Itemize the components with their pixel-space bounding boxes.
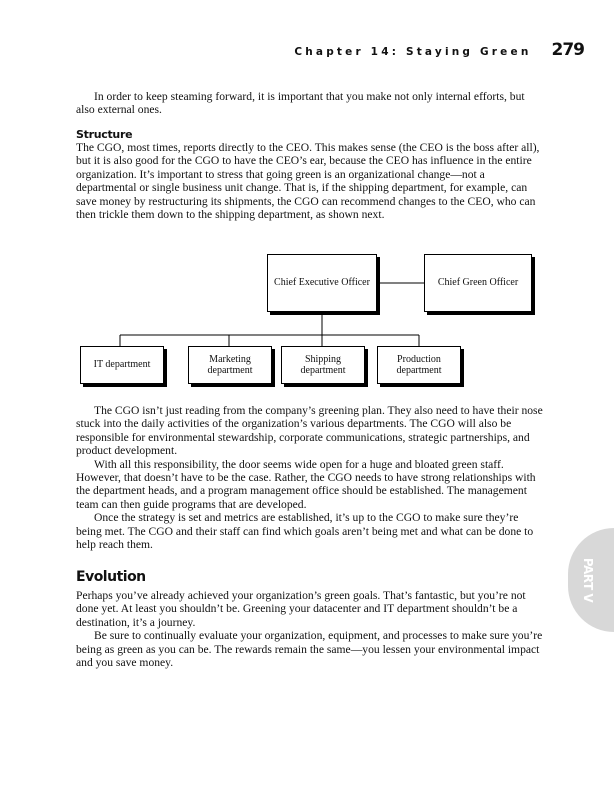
- marketing-department-box: Marketing department: [188, 346, 272, 384]
- intro-paragraph: In order to keep steaming forward, it is important that you make not only internal efforts, but also external ones.: [76, 90, 525, 117]
- part-tab-label: PART V: [581, 557, 595, 603]
- cgo-box: Chief Green Officer: [424, 254, 532, 312]
- org-chart: [0, 250, 614, 390]
- evolution-section: [76, 589, 546, 669]
- evolution-heading: Evolution: [76, 569, 146, 585]
- production-department-box: Production department: [377, 346, 461, 384]
- shipping-department-box: Shipping department: [281, 346, 365, 384]
- chapter-title: Chapter 14: Staying Green: [294, 46, 532, 58]
- ceo-box: Chief Executive Officer: [267, 254, 377, 312]
- evolution-paragraph: Be sure to continually evaluate your organization, equipment, and processes to make sure you’re being as green as you can be. The rewards remain the same—you lessen your environmental impact and you save money.: [76, 629, 543, 670]
- page-number: 279: [551, 40, 584, 60]
- structure-paragraph: The CGO, most times, reports directly to the CEO. This makes sense (the CEO is the boss after all), but it is also good for the CGO to have the CEO’s ear, because the CEO has influence in the entire organization. It’s important to stress that going green is an organizational change—not a departmental or single business unit change. That is, if the shipping department, for example, can save money by restructuring its shipments, the CGO can recommend changes to the CEO, who can then trickle them down to the shipping department, as shown next.: [76, 141, 540, 222]
- body-paragraph: The CGO isn’t just reading from the company’s greening plan. They also need to have their nose stuck into the daily activities of the organization’s various departments. The CGO will also be responsible for environmental stewardship, corporate communications, strategic partnerships, and product development.: [76, 404, 543, 458]
- cgo-responsibilities: [76, 404, 546, 551]
- running-header: [60, 40, 584, 60]
- it-department-box: IT department: [80, 346, 164, 384]
- body-paragraph: With all this responsibility, the door seems wide open for a huge and bloated green staff. However, that doesn’t have to be the case. Rather, the CGO needs to have strong relationships with the department heads, and a program management office should be established. The management team can then guide programs that are developed.: [76, 457, 536, 511]
- intro-block: [76, 90, 546, 117]
- body-paragraph: Once the strategy is set and metrics are established, it’s up to the CGO to make sure they’re being met. The CGO and their staff can find which goals aren’t being met and what can be done to help reach them.: [76, 511, 534, 552]
- structure-heading: Structure: [76, 128, 133, 141]
- evolution-paragraph: Perhaps you’ve already achieved your organization’s green goals. That’s fantastic, but you’re not done yet. At least you shouldn’t be. Greening your datacenter and IT department shouldn’t be a destination, it’s a journey.: [76, 589, 526, 629]
- structure-section: [76, 128, 546, 221]
- part-tab: [568, 528, 614, 632]
